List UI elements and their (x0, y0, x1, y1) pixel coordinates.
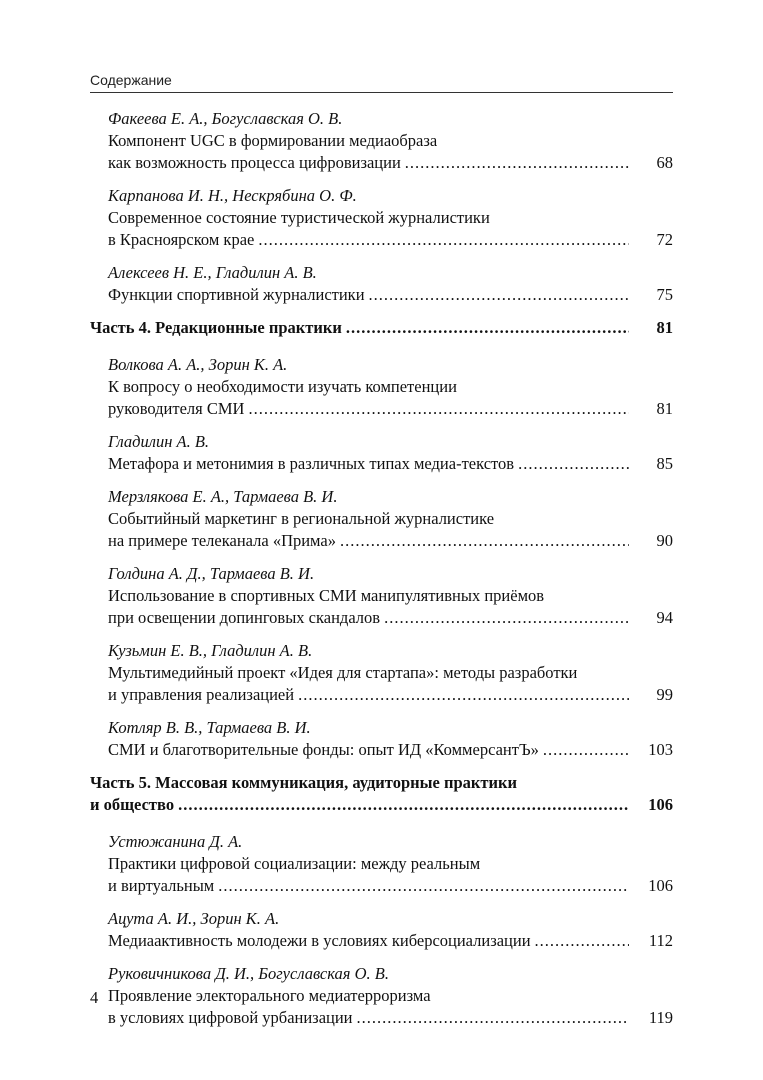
toc-title-line: Часть 4. Редакционные практики (90, 318, 342, 337)
toc-leader-line (90, 607, 673, 629)
dot-leader (346, 317, 629, 339)
toc-title-line: в условиях цифровой урбанизации (108, 1008, 353, 1027)
toc-title-line: Метафора и метонимия в различных типах медиа-текстов (108, 454, 515, 473)
toc-entry-authors: Голдина А. Д., Тармаева В. И. (108, 564, 315, 583)
toc-title-line: СМИ и благотворительные фонды: опыт ИД «КоммерсантЪ» (108, 740, 539, 759)
toc-entry-authors: Карпанова И. Н., Нескрябина О. Ф. (108, 186, 357, 205)
dot-leader (218, 875, 629, 897)
toc-title-line: К вопросу о необходимости изучать компетенции (108, 377, 457, 396)
toc-page-number: 103 (648, 740, 673, 759)
toc-entry (90, 640, 673, 706)
toc-title-line: как возможность процесса цифровизации (108, 153, 401, 172)
toc-title-line: и управления реализацией (108, 685, 295, 704)
dot-leader (258, 229, 629, 251)
toc-page-number: 112 (648, 931, 673, 950)
toc-leader-line (90, 930, 673, 952)
toc-leader-line (90, 398, 673, 420)
dot-leader (405, 152, 629, 174)
toc-entry (90, 563, 673, 629)
toc-title-line: Современное состояние туристической журналистики (108, 208, 490, 227)
dot-leader (369, 284, 629, 306)
dot-leader (248, 398, 629, 420)
dot-leader (535, 930, 629, 952)
toc-leader-line (90, 794, 673, 816)
dot-leader (298, 684, 629, 706)
toc-leader-line (90, 317, 673, 339)
toc-entry-authors: Волкова А. А., Зорин К. А. (108, 355, 288, 374)
toc-title-line: и общество (90, 795, 175, 814)
toc-entry-authors: Кузьмин Е. В., Гладилин А. В. (108, 641, 313, 660)
toc-leader-line (90, 684, 673, 706)
toc-page-number: 106 (648, 795, 673, 814)
toc-entry-authors: Устюжанина Д. А. (108, 832, 243, 851)
toc-page-number: 68 (656, 153, 673, 172)
toc-entry (90, 717, 673, 761)
toc-page-number: 81 (656, 318, 673, 337)
toc-entry (90, 831, 673, 897)
toc-page-number: 72 (656, 230, 673, 249)
toc-title-line: Медиаактивность молодежи в условиях киберсоциализации (108, 931, 531, 950)
toc-title-line: в Красноярском крае (108, 230, 255, 249)
toc-page-number: 90 (656, 531, 673, 550)
toc-entry-authors: Ацута А. И., Зорин К. А. (108, 909, 280, 928)
toc-title-line: Часть 5. Массовая коммуникация, аудиторные практики (90, 773, 518, 792)
toc-title-line: и виртуальным (108, 876, 215, 895)
toc-leader-line (90, 1007, 673, 1029)
toc-entry-authors: Алексеев Н. Е., Гладилин А. В. (108, 263, 317, 282)
dot-leader (543, 739, 629, 761)
toc-leader-line (90, 739, 673, 761)
toc-title-line: Событийный маркетинг в региональной журналистике (108, 509, 495, 528)
toc-entry-authors: Руковичникова Д. И., Богуславская О. В. (108, 964, 389, 983)
dot-leader (340, 530, 629, 552)
toc-title-line: Мультимедийный проект «Идея для стартапа»: методы разработки (108, 663, 578, 682)
dot-leader (178, 794, 629, 816)
toc-title-line: при освещении допинговых скандалов (108, 608, 381, 627)
toc-leader-line (90, 284, 673, 306)
toc-title-line: на примере телеканала «Прима» (108, 531, 336, 550)
toc-entry-authors: Мерзлякова Е. А., Тармаева В. И. (108, 487, 338, 506)
toc-leader-line (90, 229, 673, 251)
toc-page-number: 119 (648, 1008, 673, 1027)
toc-leader-line (90, 453, 673, 475)
toc-page-number: 106 (648, 876, 673, 895)
toc-page-number: 75 (656, 285, 673, 304)
toc-entry-authors: Факеева Е. А., Богуславская О. В. (108, 109, 343, 128)
toc-page-number: 94 (656, 608, 673, 627)
toc-entry (90, 431, 673, 475)
toc-part-heading (90, 772, 673, 816)
toc-entry (90, 185, 673, 251)
toc-entry (90, 108, 673, 174)
dot-leader (357, 1007, 629, 1029)
toc-entry-authors: Котляр В. В., Тармаева В. И. (108, 718, 311, 737)
toc-title-line: Компонент UGC в формировании медиаобраза (108, 131, 438, 150)
toc-entry (90, 262, 673, 306)
toc-entry (90, 486, 673, 552)
toc-title-line: руководителя СМИ (108, 399, 245, 418)
running-head: Содержание (90, 72, 673, 93)
page-number: 4 (90, 988, 99, 1007)
toc-page-number: 81 (656, 399, 673, 418)
toc-title-line: Практики цифровой социализации: между реальным (108, 854, 481, 873)
table-of-contents (90, 108, 673, 1040)
toc-entry (90, 354, 673, 420)
toc-entry (90, 963, 673, 1029)
toc-leader-line (90, 152, 673, 174)
toc-page-number: 99 (656, 685, 673, 704)
toc-entry-authors: Гладилин А. В. (108, 432, 210, 451)
toc-page-number: 85 (656, 454, 673, 473)
toc-title-line: Функции спортивной журналистики (108, 285, 365, 304)
dot-leader (384, 607, 629, 629)
dot-leader (518, 453, 629, 475)
toc-title-line: Проявление электорального медиатерроризма (108, 986, 431, 1005)
toc-title-line: Использование в спортивных СМИ манипулятивных приёмов (108, 586, 545, 605)
toc-entry (90, 908, 673, 952)
toc-leader-line (90, 875, 673, 897)
toc-part-heading (90, 317, 673, 339)
toc-leader-line (90, 530, 673, 552)
